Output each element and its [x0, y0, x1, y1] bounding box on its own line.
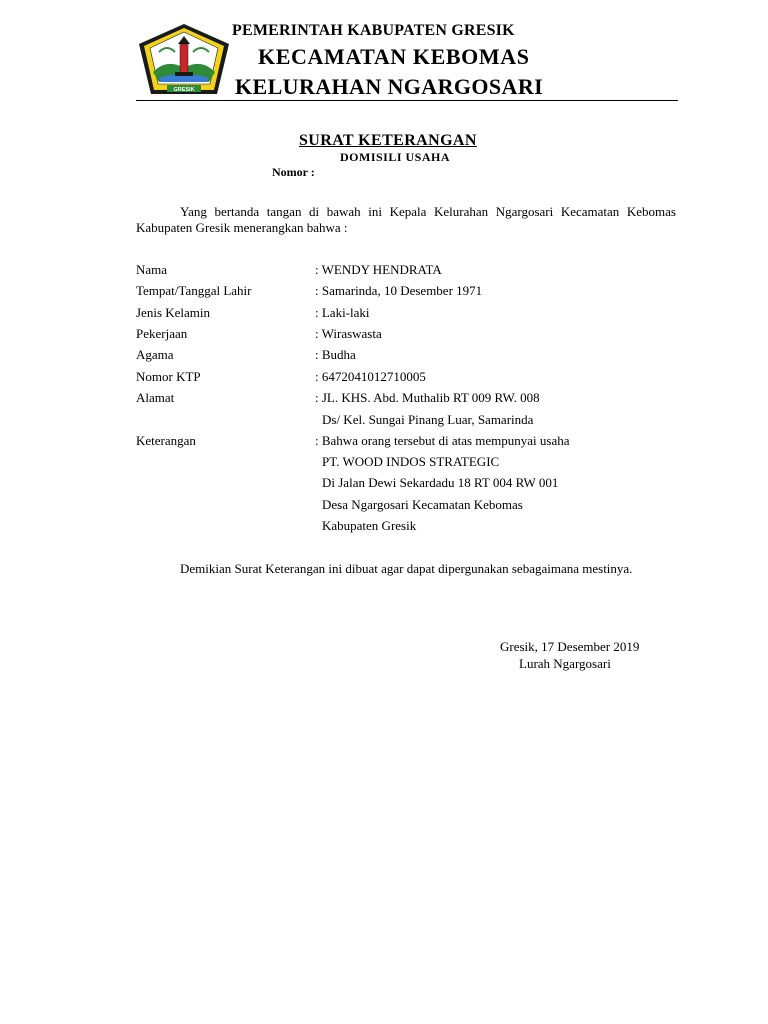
field-value: : JL. KHS. Abd. Muthalib RT 009 RW. 008: [315, 390, 540, 405]
field-label: Alamat: [136, 390, 175, 405]
field-value: : Budha: [315, 347, 356, 362]
intro-paragraph: Yang bertanda tangan di bawah ini Kepala Kelurahan Ngargosari Kecamatan Kebomas Kabupaten Gresik menerangkan bahwa :: [136, 204, 676, 235]
address-continuation: Ds/ Kel. Sungai Pinang Luar, Samarinda: [322, 412, 534, 427]
closing-paragraph: Demikian Surat Keterangan ini dibuat agar dapat dipergunakan sebagaimana mestinya.: [180, 561, 633, 576]
document-title: SURAT KETERANGAN: [299, 132, 477, 149]
signatory-title: Lurah Ngargosari: [519, 656, 611, 671]
field-value: : 6472041012710005: [315, 369, 426, 384]
field-label: Pekerjaan: [136, 326, 188, 341]
business-address-line: Desa Ngargosari Kecamatan Kebomas: [322, 497, 523, 512]
field-label: Nomor KTP: [136, 369, 201, 384]
business-address-line: Di Jalan Dewi Sekardadu 18 RT 004 RW 001: [322, 475, 559, 490]
field-value: : Bahwa orang tersebut di atas mempunyai usaha: [315, 433, 570, 448]
document-number-label: Nomor :: [272, 165, 315, 179]
document-subtitle: DOMISILI USAHA: [340, 150, 451, 164]
signature-place-date: Gresik, 17 Desember 2019: [500, 639, 640, 654]
field-label: Tempat/Tanggal Lahir: [136, 283, 252, 298]
subdistrict-name: KELURAHAN NGARGOSARI: [235, 74, 544, 99]
field-label: Nama: [136, 262, 168, 277]
field-value: : Wiraswasta: [315, 326, 382, 341]
business-address-line: Kabupaten Gresik: [322, 518, 417, 533]
gresik-regency-logo: [137, 22, 231, 96]
district-name: KECAMATAN KEBOMAS: [258, 44, 530, 69]
field-value: : WENDY HENDRATA: [315, 262, 442, 277]
field-value: : Samarinda, 10 Desember 1971: [315, 283, 483, 298]
field-value: : Laki-laki: [315, 305, 370, 320]
government-name: PEMERINTAH KABUPATEN GRESIK: [232, 22, 515, 39]
field-label: Keterangan: [136, 433, 196, 448]
logo-text: GRESIK: [173, 87, 195, 93]
field-label: Jenis Kelamin: [136, 305, 211, 320]
letterhead-divider: [136, 100, 678, 101]
field-label: Agama: [136, 347, 174, 362]
business-name: PT. WOOD INDOS STRATEGIC: [322, 454, 500, 469]
